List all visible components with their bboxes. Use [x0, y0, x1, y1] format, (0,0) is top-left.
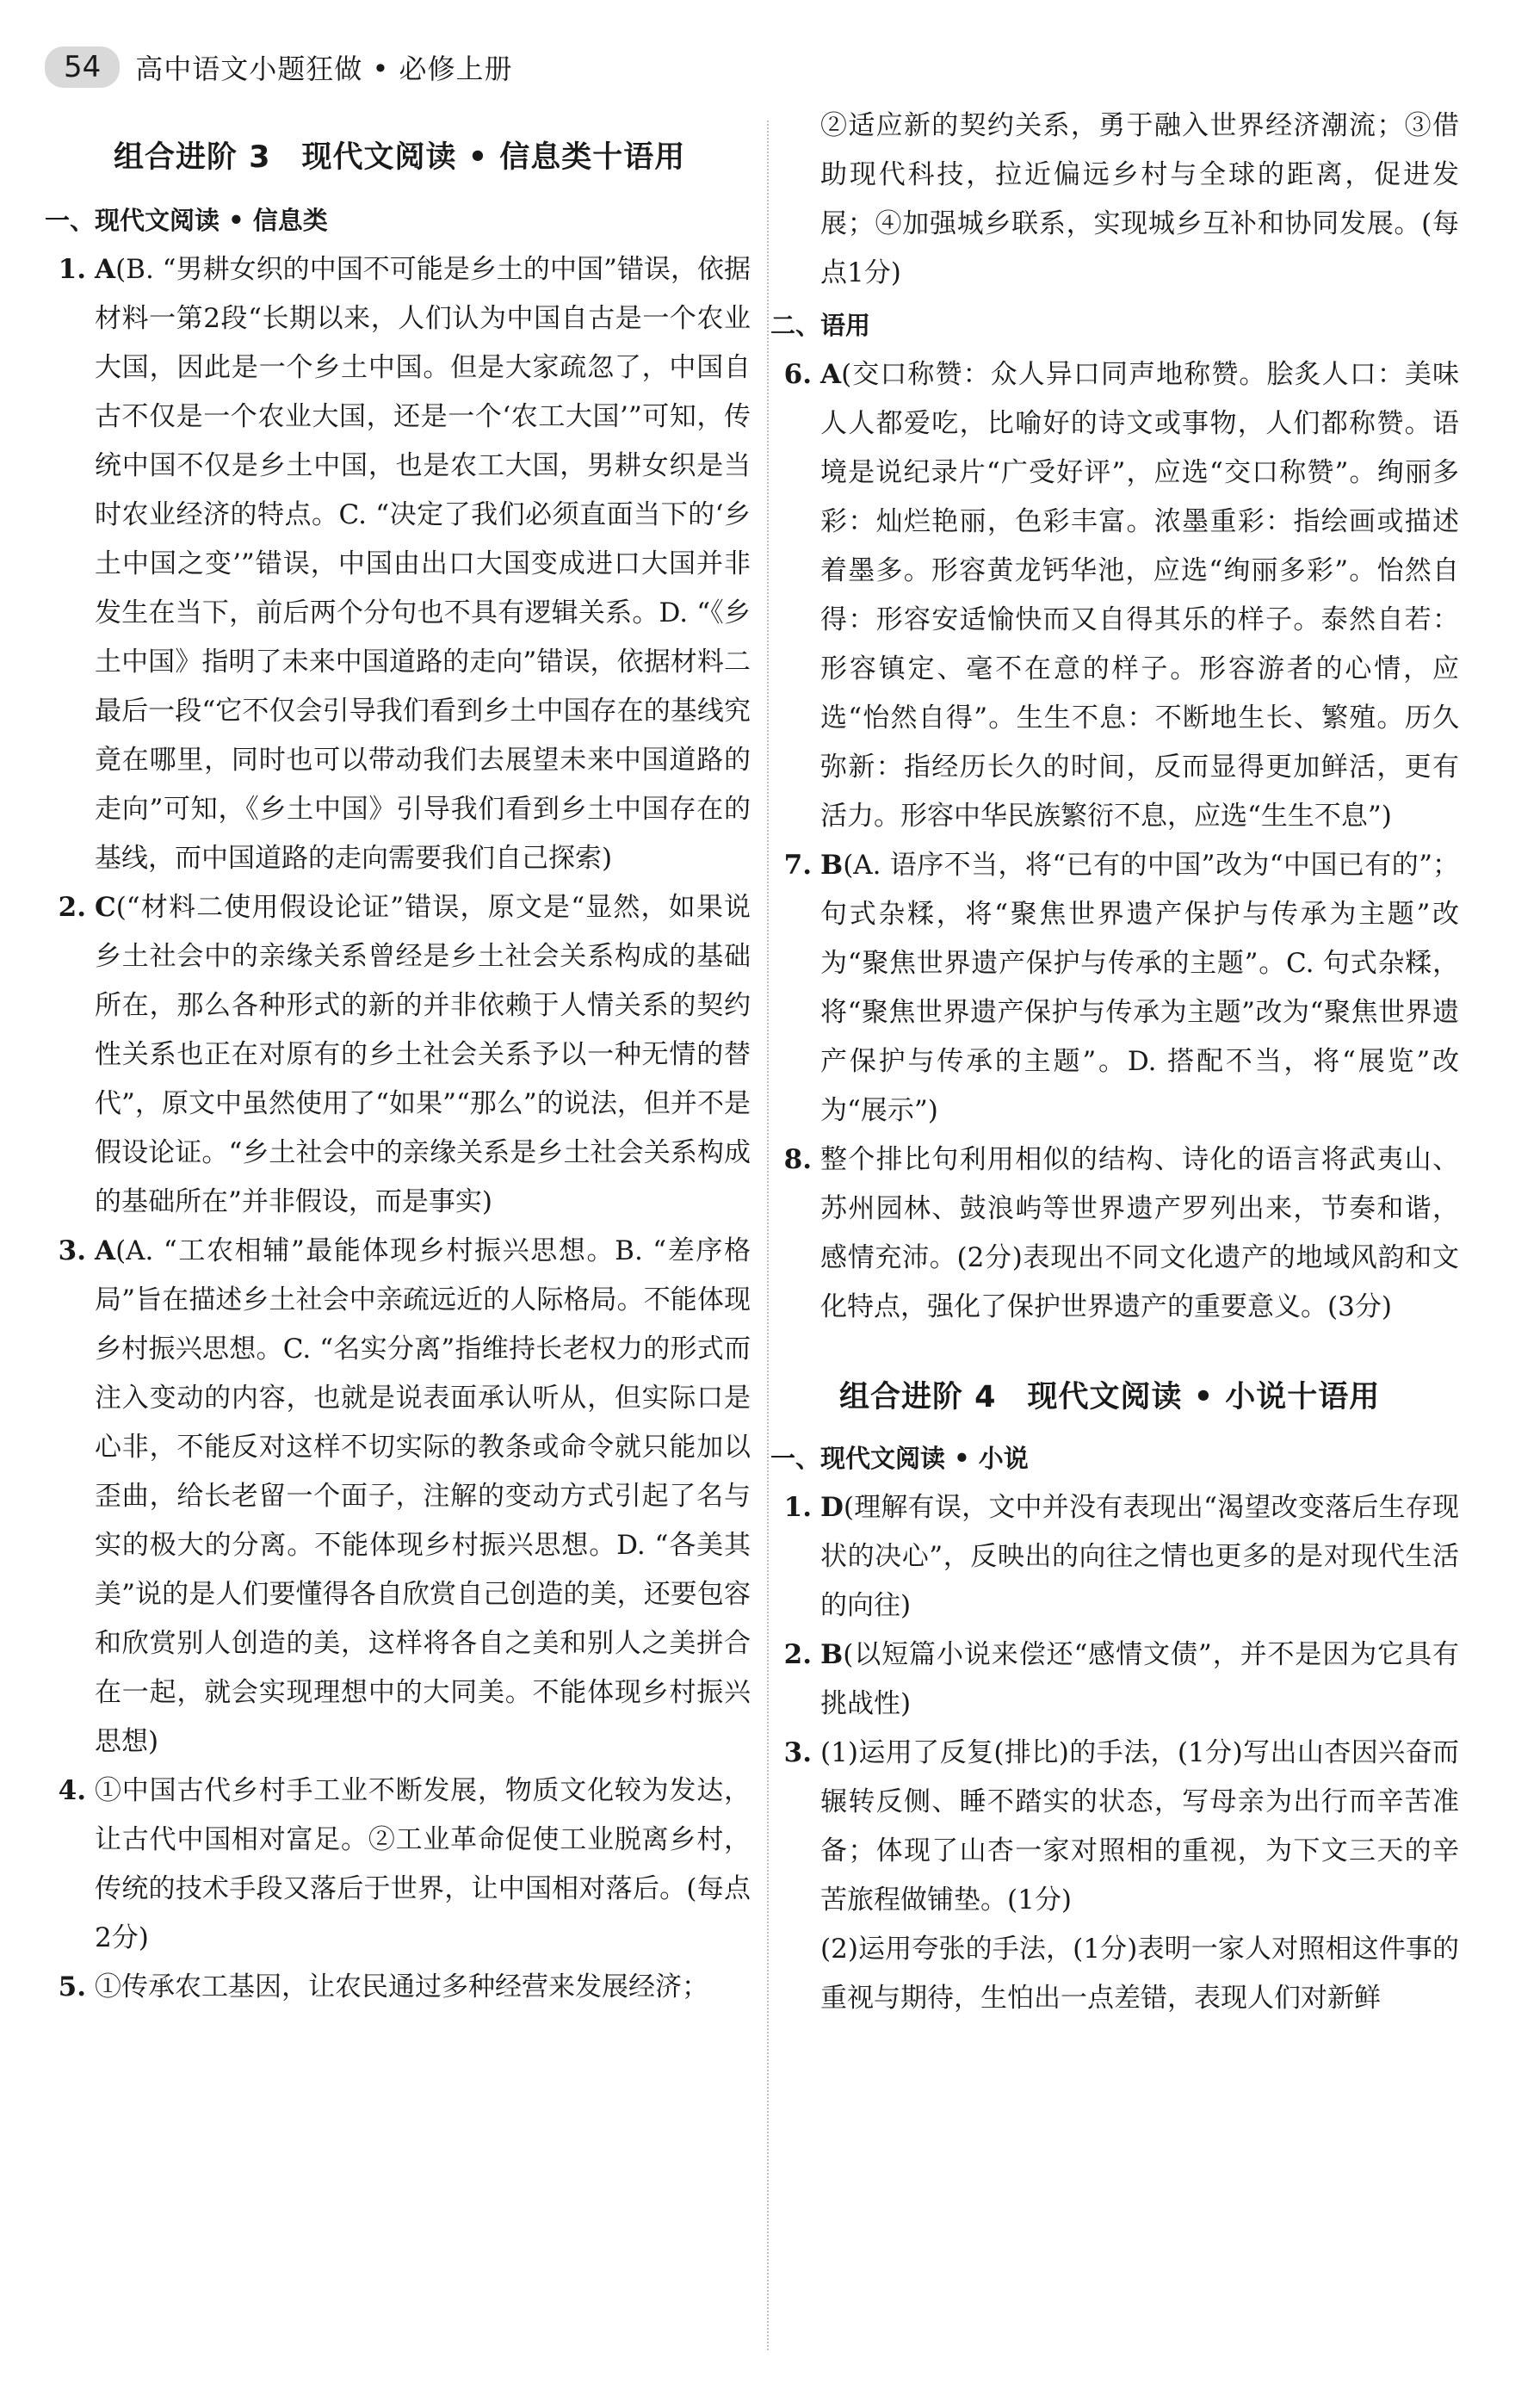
- item-number: 3.: [58, 1235, 86, 1266]
- part-title: 一、现代文阅读 • 信息类: [45, 206, 328, 235]
- answer-item: [45, 1227, 751, 1767]
- item-text: ①中国古代乡村手工业不断发展，物质文化较为发达，让古代中国相对富足。②工业革命促使工业脱离乡村，传统的技术手段又落后于世界，让中国相对落后。(每点2分): [95, 1775, 751, 1953]
- item-number: 3.: [783, 1737, 812, 1768]
- item-answer: A: [820, 359, 842, 390]
- item-explanation: (A. “工农相辅”最能体现乡村振兴思想。B. “差序格局”旨在描述乡土社会中亲疏远近的人际格局。不能体现乡村振兴思想。C. “名实分离”指维持长老权力的形式而注入变动的内容，也就是说表面承认听从，但实际口是心非，不能反对这样不切实际的教条或命令就只能加以歪曲，给长老留一个面子，注解的变动方式引起了名与实的极大的分离。不能体现乡村振兴思想。D. “各美其美”说的是人们要懂得各自欣赏自己创造的美，还要包容和欣赏别人创造的美，这样将各自之美和别人之美拼合在一起，就会实现理想中的大同美。不能体现乡村振兴思想): [95, 1235, 751, 1757]
- item-number: 8.: [783, 1144, 812, 1175]
- right-column: [770, 102, 1459, 2023]
- item-text: [820, 1631, 1459, 1729]
- item-number: 7.: [783, 850, 812, 881]
- column-divider: [767, 121, 769, 2350]
- part-title: 一、现代文阅读 • 小说: [770, 1444, 1029, 1473]
- answer-item: [45, 883, 751, 1227]
- item-number: 4.: [58, 1775, 86, 1806]
- answer-item: [770, 1483, 1459, 1631]
- item-explanation: (以短篇小说来偿还“感情文债”，并不是因为它具有挑战性): [820, 1639, 1459, 1719]
- item-number: 6.: [783, 359, 812, 390]
- item-answer: B: [820, 850, 844, 881]
- item-answer: B: [820, 1639, 844, 1670]
- item-continuation: ②适应新的契约关系，勇于融入世界经济潮流；③借助现代科技，拉近偏远乡村与全球的距离，促进发展；④加强城乡联系，实现城乡互补和协同发展。(每点1分): [820, 110, 1459, 288]
- answer-item: [45, 1767, 751, 1963]
- item-text: [820, 841, 1459, 1136]
- item-answer: A: [95, 1235, 116, 1266]
- section-title: 组合进阶 4 现代文阅读 • 小说十语用: [839, 1380, 1381, 1414]
- answer-item: [770, 1136, 1459, 1332]
- item-text: [95, 883, 751, 1227]
- answer-item: [770, 1729, 1459, 1925]
- section-title: 组合进阶 3 现代文阅读 • 信息类十语用: [114, 140, 686, 175]
- book-title: 高中语文小题狂做 • 必修上册: [135, 53, 513, 85]
- item-number: 5.: [58, 1971, 86, 2002]
- page-header: [45, 41, 513, 93]
- item-explanation: (交口称赞：众人异口同声地称赞。脍炙人口：美味人人都爱吃，比喻好的诗文或事物，人们都称赞。语境是说纪录片“广受好评”，应选“交口称赞”。绚丽多彩：灿烂艳丽，色彩丰富。浓墨重彩：指绘画或描述着墨多。形容黄龙钙华池，应选“绚丽多彩”。怡然自得：形容安适愉快而又自得其乐的样子。泰然自若：形容镇定、毫不在意的样子。形容游者的心情，应选“怡然自得”。生生不息：不断地生长、繁殖。历久弥新：指经历长久的时间，反而显得更加鲜活，更有活力。形容中华民族繁衍不息，应选“生生不息”): [820, 359, 1459, 832]
- item-answer: A: [95, 254, 116, 285]
- item-text: [820, 1483, 1459, 1631]
- item-text: (1)运用了反复(排比)的手法，(1分)写出山杏因兴奋而辗转反侧、睡不踏实的状态，写母亲为出行而辛苦准备；体现了山杏一家对照相的重视，为下文三天的辛苦旅程做铺垫。(1分): [820, 1737, 1459, 1916]
- item-text: [820, 350, 1459, 841]
- item-number: 1.: [783, 1492, 812, 1523]
- item-answer: C: [95, 892, 116, 923]
- left-column: [45, 133, 751, 2012]
- answer-item: [770, 350, 1459, 841]
- item-number: 2.: [783, 1639, 812, 1670]
- page-number: 54: [45, 46, 120, 88]
- answer-item: [45, 245, 751, 883]
- part-title: 二、语用: [770, 311, 871, 340]
- item-text: 整个排比句利用相似的结构、诗化的语言将武夷山、苏州园林、鼓浪屿等世界遗产罗列出来，节奏和谐，感情充沛。(2分)表现出不同文化遗产的地域风韵和文化特点，强化了保护世界遗产的重要意义。(3分): [820, 1144, 1459, 1322]
- item-paragraph: (2)运用夸张的手法，(1分)表明一家人对照相这件事的重视与期待，生怕出一点差错，表现人们对新鲜: [820, 1934, 1459, 2014]
- answer-item: [45, 1963, 751, 2012]
- item-number: 2.: [58, 892, 86, 923]
- item-answer: D: [820, 1492, 844, 1523]
- item-explanation: (A. 语序不当，将“已有的中国”改为“中国已有的”；句式杂糅，将“聚焦世界遗产保护与传承为主题”改为“聚焦世界遗产保护与传承的主题”。C. 句式杂糅，将“聚焦世界遗产保护与传承为主题”改为“聚焦世界遗产保护与传承的主题”。D. 搭配不当，将“展览”改为“展示”): [820, 850, 1459, 1126]
- item-text: [95, 1227, 751, 1767]
- item-text: [95, 245, 751, 883]
- item-explanation: (“材料二使用假设论证”错误，原文是“显然，如果说乡土社会中的亲缘关系曾经是乡土社会关系构成的基础所在，那么各种形式的新的并非依赖于人情关系的契约性关系也正在对原有的乡土社会关系予以一种无情的替代”，原文中虽然使用了“如果”“那么”的说法，但并不是假设论证。“乡土社会中的亲缘关系是乡土社会关系构成的基础所在”并非假设，而是事实): [95, 892, 751, 1217]
- item-number: 1.: [58, 254, 86, 285]
- item-explanation: (理解有误，文中并没有表现出“渴望改变落后生存现状的决心”，反映出的向往之情也更多的是对现代生活的向往): [820, 1492, 1459, 1621]
- answer-item: [770, 841, 1459, 1136]
- item-text: ①传承农工基因，让农民通过多种经营来发展经济；: [95, 1971, 708, 2002]
- answer-item: [770, 1631, 1459, 1729]
- item-explanation: (B. “男耕女织的中国不可能是乡土的中国”错误，依据材料一第2段“长期以来，人们认为中国自古是一个农业大国，因此是一个乡土中国。但是大家疏忽了，中国自古不仅是一个农业大国，还是一个‘农工大国’”可知，传统中国不仅是乡土中国，也是农工大国，男耕女织是当时农业经济的特点。C. “决定了我们必须直面当下的‘乡土中国之变’”错误，中国由出口大国变成进口大国并非发生在当下，前后两个分句也不具有逻辑关系。D. “《乡土中国》指明了未来中国道路的走向”错误，依据材料二最后一段“它不仅会引导我们看到乡土中国存在的基线究竟在哪里，同时也可以带动我们去展望未来中国道路的走向”可知，《乡土中国》引导我们看到乡土中国存在的基线，而中国道路的走向需要我们自己探索): [95, 254, 751, 874]
